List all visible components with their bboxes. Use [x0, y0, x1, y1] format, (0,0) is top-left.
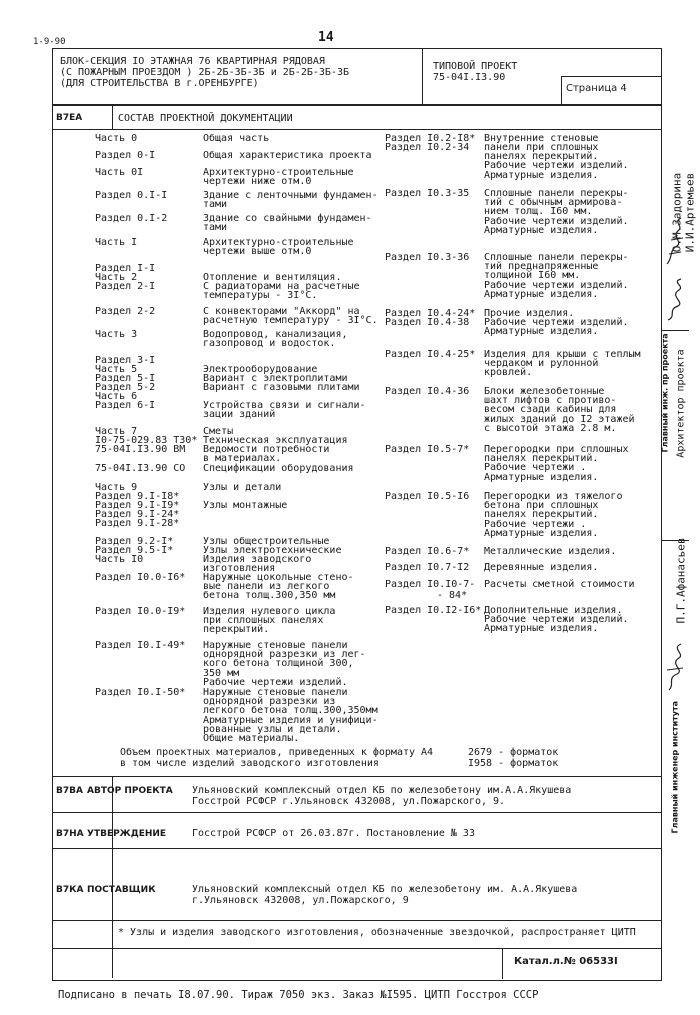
right-item-desc: Внутренние стеновые [484, 133, 599, 144]
left-item-desc: зации зданий [203, 409, 276, 421]
right-item-code: Раздел I0.4-25* [385, 349, 476, 360]
author-code: В7ВА [56, 786, 83, 796]
left-item-desc: однорядной разрезки из [203, 696, 336, 708]
right-item-desc: толщиной I60 мм. [484, 270, 581, 282]
left-item-code: Раздел 2-2 [95, 306, 156, 317]
volume-value-1: 2679 - форматок [468, 747, 559, 758]
project-number: 75-04I.I3.90 [433, 72, 506, 83]
left-item-desc: Водопровод, канализация, [203, 329, 348, 340]
right-item-desc: панели при сплошных [484, 142, 599, 153]
left-item-desc: Наружные цокольные стено- [203, 572, 354, 583]
header-divider [422, 48, 423, 104]
code-column-line [112, 104, 113, 129]
left-item-code: Раздел 5-2 [95, 382, 156, 393]
right-item-desc: чердаком и рулонной [484, 358, 599, 370]
header-page-divider [561, 76, 562, 104]
left-item-desc: С конвекторами "Аккорд" на [203, 306, 360, 317]
left-item-desc: Изделия заводского [203, 554, 312, 565]
left-item-code: Раздел 9.I-I8* [95, 491, 180, 502]
side-name-2: И.И.Артемьев [683, 172, 697, 253]
author-label: АВТОР ПРОЕКТА [87, 786, 173, 796]
left-item-desc: Архитектурно-строительные [203, 167, 354, 178]
left-item-desc: Сметы [203, 426, 234, 437]
left-item-code: Раздел I0.I-49* [95, 640, 186, 651]
right-item-desc: Металлические изделия. [484, 546, 617, 557]
signature-3-icon [663, 640, 687, 696]
right-item-code: - 84* [437, 590, 468, 601]
approval-line: Госстрой РСФСР от 26.03.87г. Постановление № 33 [192, 828, 475, 839]
left-item-code: Раздел 9.I-28* [95, 518, 180, 529]
right-item-desc: Перегородки из тяжелого [484, 491, 623, 502]
supplier-line-2: г.Ульяновск 432008, ул.Пожарского, 9 [192, 895, 409, 906]
left-item-desc: Устройства связи и сигнали- [203, 400, 366, 411]
title-line-3: (ДЛЯ СТРОИТЕЛЬСТВА В г.ОРЕНБУРГЕ) [60, 78, 259, 89]
left-item-desc: Здание со свайными фундамен- [203, 213, 372, 224]
right-item-code: Раздел I0.7-I2 [385, 562, 470, 573]
left-item-desc: Изделия нулевого цикла [203, 606, 336, 617]
left-item-desc: при сплошных панелях [203, 615, 324, 627]
approval-top-line [52, 812, 661, 813]
right-item-desc: шахт лифтов с противо- [484, 395, 617, 407]
left-item-desc: Общая часть [203, 133, 270, 144]
right-item-desc: Арматурные изделия. [484, 224, 599, 236]
right-item-code: Раздел I0.4-36 [385, 386, 470, 397]
approval-label: УТВЕРЖДЕНИЕ [87, 829, 167, 839]
left-item-code: Раздел 0.I-I [95, 190, 168, 201]
side-divider-1 [661, 330, 689, 331]
left-item-code: Раздел I0.0-I9* [95, 606, 186, 617]
author-line-1: Ульяновский комплексный отдел КБ по железобетону им.А.А.Якушева [192, 785, 572, 796]
left-item-desc: Узлы и детали [203, 482, 282, 493]
page-number: 14 [318, 30, 334, 45]
left-item-code: Раздел 5-I [95, 373, 156, 384]
left-item-desc: рованные узлы и детали. [203, 723, 342, 735]
right-item-desc: тий с обычным армирова- [484, 197, 623, 209]
right-item-desc: панелях перекрытий. [484, 509, 599, 521]
right-item-code: Раздел I0.I0-7- [385, 579, 476, 590]
right-item-code: Раздел I0.3-35 [385, 188, 470, 199]
page-label: Страница 4 [566, 83, 627, 94]
signature-1-icon [663, 214, 687, 272]
left-item-desc: перекрытий. [203, 624, 270, 636]
left-item-desc: однорядной разрезки из лег- [203, 649, 366, 661]
left-item-desc: Общие материалы. [203, 733, 300, 744]
left-item-code: I0-75-029.83 ТЗ0* [95, 435, 198, 446]
left-item-desc: кого бетона толщиной 300, [203, 658, 354, 670]
side-chief-institute-label: Главный инженер института [670, 700, 680, 834]
supplier-code: В7КА [56, 885, 84, 895]
right-item-code: Раздел I0.4-24* [385, 308, 476, 319]
right-item-desc: Перегородки при сплошных [484, 444, 629, 455]
right-item-desc: Дополнительные изделия. [484, 605, 623, 616]
left-item-desc: Вариант с газовыми плитами [203, 382, 360, 393]
project-type: ТИПОВОЙ ПРОЕКТ [433, 61, 518, 72]
right-item-code: Раздел I0.3-36 [385, 252, 470, 263]
left-item-desc: чертежи выше отм.0 [203, 246, 312, 258]
left-item-desc: тами [203, 222, 228, 234]
left-item-code: Часть 6 [95, 391, 138, 402]
right-item-desc: Арматурные изделия. [484, 288, 599, 300]
left-item-desc: бетона толщ.300,350 мм [203, 590, 336, 602]
right-item-desc: Рабочие чертежи изделий. [484, 317, 629, 328]
left-item-desc: Наружные стеновые панели [203, 640, 348, 651]
right-item-desc: Арматурные изделия. [484, 169, 599, 181]
right-item-desc: кровлей. [484, 367, 533, 379]
right-item-desc: Рабочие чертежи изделий. [484, 215, 629, 227]
left-item-code: Раздел I0.0-I6* [95, 572, 186, 583]
left-item-code: Раздел 3-I [95, 355, 156, 366]
left-item-code: Часть 0I [95, 167, 144, 178]
left-item-desc: 350 мм [203, 667, 240, 679]
header-page-top [561, 76, 661, 77]
right-item-desc: Арматурные изделия. [484, 527, 599, 539]
right-item-desc: панелях перекрытий. [484, 453, 599, 465]
right-item-desc: Расчеты сметной стоимости [484, 579, 635, 590]
print-info: Подписано в печать I8.07.90. Тираж 7050 экз. Заказ №I595. ЦИТП Госстроя СССР [58, 989, 539, 1001]
right-item-desc: панелях перекрытий. [484, 151, 599, 163]
right-item-desc: Рабочие чертежи изделий. [484, 160, 629, 172]
footnote-top-line [52, 920, 661, 921]
left-item-code: Раздел 6-I [95, 400, 156, 411]
right-item-desc: с высотой этажа 2.8 м. [484, 422, 617, 434]
supplier-line-1: Ульяновский комплексный отдел КБ по железобетону им. А.А.Якушева [192, 884, 578, 895]
side-name-3: П.Г.Афанасьев [674, 537, 688, 624]
left-item-code: Раздел 9.2-I* [95, 536, 174, 547]
left-item-desc: расчетную температуру - 3I°С. [203, 315, 378, 327]
right-item-desc: Рабочие чертежи . [484, 518, 587, 530]
left-item-code: Часть I [95, 237, 138, 248]
right-item-desc: тий преднапряженные [484, 261, 599, 273]
composition-underline [52, 129, 661, 130]
left-item-desc: Общая характеристика проекта [203, 150, 372, 161]
left-item-desc: легкого бетона толщ.300,350мм [203, 705, 378, 717]
left-item-code: Раздел 9.I-I9* [95, 500, 180, 511]
catalog-divider [502, 948, 503, 979]
left-item-desc: Здание с ленточными фундамен- [203, 190, 378, 201]
left-item-code: Часть 9 [95, 482, 138, 493]
footnote: * Узлы и изделия заводского изготовления, обозначенные звездочкой, распространяет ЦИТП [118, 927, 636, 938]
left-item-desc: Ведомости потребности [203, 444, 330, 455]
right-item-desc: бетона при сплошных [484, 500, 599, 512]
footnote-bottom-line [52, 948, 661, 949]
right-item-code: Раздел I0.2-I8* [385, 133, 476, 144]
right-item-desc: Блоки железобетонные [484, 386, 605, 397]
right-item-desc: Деревянные изделия. [484, 562, 599, 573]
left-item-code: Раздел I-I [95, 263, 156, 274]
right-item-desc: Рабочие чертежи изделий. [484, 614, 629, 626]
right-item-desc: Сплошные панели перекры- [484, 188, 629, 199]
title-line-1: БЛОК-СЕКЦИЯ IO ЭТАЖНАЯ 76 КВАРТИРНАЯ РЯДОВАЯ [60, 56, 325, 67]
right-item-code: Раздел I0.4-38 [385, 317, 470, 328]
left-item-desc: изготовления [203, 563, 276, 575]
left-item-desc: Рабочие чертежи изделий. [203, 676, 348, 688]
left-item-code: Раздел 2-I [95, 281, 156, 292]
right-item-desc: Сплошные панели перекры- [484, 252, 629, 263]
side-chief-engineer-label: Главный инж. пр проекта [660, 333, 670, 453]
right-item-code: Раздел I0.6-7* [385, 546, 470, 557]
left-item-desc: Узлы монтажные [203, 500, 288, 511]
left-item-code: Раздел I0.I-50* [95, 687, 186, 698]
left-item-desc: Узлы электротехнические [203, 545, 342, 556]
side-column-line [661, 104, 662, 979]
left-item-desc: температуры - 3I°С. [203, 290, 318, 302]
left-item-code: Раздел 0.I-2 [95, 213, 168, 224]
left-item-code: Часть 3 [95, 329, 138, 340]
left-item-desc: Вариант с электроплитами [203, 373, 348, 384]
left-item-code: Раздел 9.5-I* [95, 545, 174, 556]
left-item-desc: чертежи ниже отм.0 [203, 176, 312, 188]
right-item-desc: Арматурные изделия. [484, 471, 599, 483]
volume-line-1: Объем проектных материалов, приведенных к формату А4 [120, 747, 434, 758]
right-item-desc: нием толщ. I60 мм. [484, 206, 593, 218]
side-name-1: О.М.Задорина [670, 172, 684, 253]
supplier-label: ПОСТАВЩИК [87, 885, 156, 895]
right-item-code: Раздел I0.I2-I6* [385, 605, 482, 616]
signature-2-icon [663, 276, 687, 326]
left-item-desc: в материалах. [203, 453, 282, 465]
right-item-code: Раздел I0.2-34 [385, 142, 470, 153]
supplier-top-line [52, 848, 661, 849]
volume-value-2: I958 - форматок [468, 758, 559, 769]
right-item-code: Раздел I0.5-7* [385, 444, 470, 455]
left-item-desc: газопровод и водосток. [203, 338, 336, 350]
right-item-desc: Рабочие чертежи изделий. [484, 279, 629, 291]
left-item-desc: С радиаторами на расчетные [203, 281, 360, 292]
left-item-desc: Отопление и вентиляция. [203, 272, 342, 283]
right-item-desc: Рабочие чертежи . [484, 462, 587, 474]
left-item-desc: Узлы общестроительные [203, 536, 330, 547]
author-top-line [52, 776, 661, 777]
right-item-desc: весом сзади кабины для [484, 404, 617, 416]
left-item-desc: вые панели из легкого [203, 581, 330, 593]
right-item-desc: Прочие изделия. [484, 308, 575, 319]
left-item-desc: Спецификации оборудования [203, 463, 354, 474]
volume-line-2: в том числе изделий заводского изготовления [120, 758, 379, 769]
left-item-desc: Архитектурно-строительные [203, 237, 354, 248]
left-item-desc: Электрооборудование [203, 364, 318, 375]
approval-code: В7НА [56, 829, 84, 839]
left-item-code: Часть 2 [95, 272, 138, 283]
left-item-code: Часть 0 [95, 133, 138, 144]
composition-title: СОСТАВ ПРОЕКТНОЙ ДОКУМЕНТАЦИИ [118, 113, 293, 124]
left-item-desc: Арматурные изделия и унифици- [203, 714, 378, 726]
document-code: 1-9-90 [33, 37, 66, 47]
title-line-2: (С ПОЖАРНЫМ ПРОЕЗДОМ ) 2Б-2Б-3Б-3Б и 2Б-2Б-3Б-3Б [60, 67, 349, 78]
right-item-desc: жилых зданий до I2 этажей [484, 413, 635, 425]
left-item-desc: Техническая эксплуатация [203, 435, 348, 446]
left-item-code: Часть 7 [95, 426, 138, 437]
right-item-desc: Изделия для крыши с теплым [484, 349, 641, 360]
side-architect-label: Архитектор проекта [675, 349, 687, 458]
left-item-code: 75-04I.I3.90 ВМ [95, 444, 186, 455]
author-line-2: Госстрой РСФСР г.Ульяновск 432008, ул.Пожарского, 9. [192, 796, 506, 807]
right-item-desc: Арматурные изделия. [484, 623, 599, 635]
left-item-code: Часть 5 [95, 364, 138, 375]
left-item-desc: тами [203, 199, 228, 211]
right-item-desc: Арматурные изделия. [484, 326, 599, 338]
catalog-number: Катал.л.№ 06533I [514, 956, 618, 967]
left-item-code: 75-04I.I3.90 СО [95, 463, 186, 474]
left-item-code: Раздел 0-I [95, 150, 156, 161]
left-item-desc: Наружные стеновые панели [203, 687, 348, 698]
left-item-code: Часть I0 [95, 554, 144, 565]
right-item-code: Раздел I0.5-I6 [385, 491, 470, 502]
composition-code: В7ЕА [56, 113, 83, 123]
left-item-code: Раздел 9.I-24* [95, 509, 180, 520]
